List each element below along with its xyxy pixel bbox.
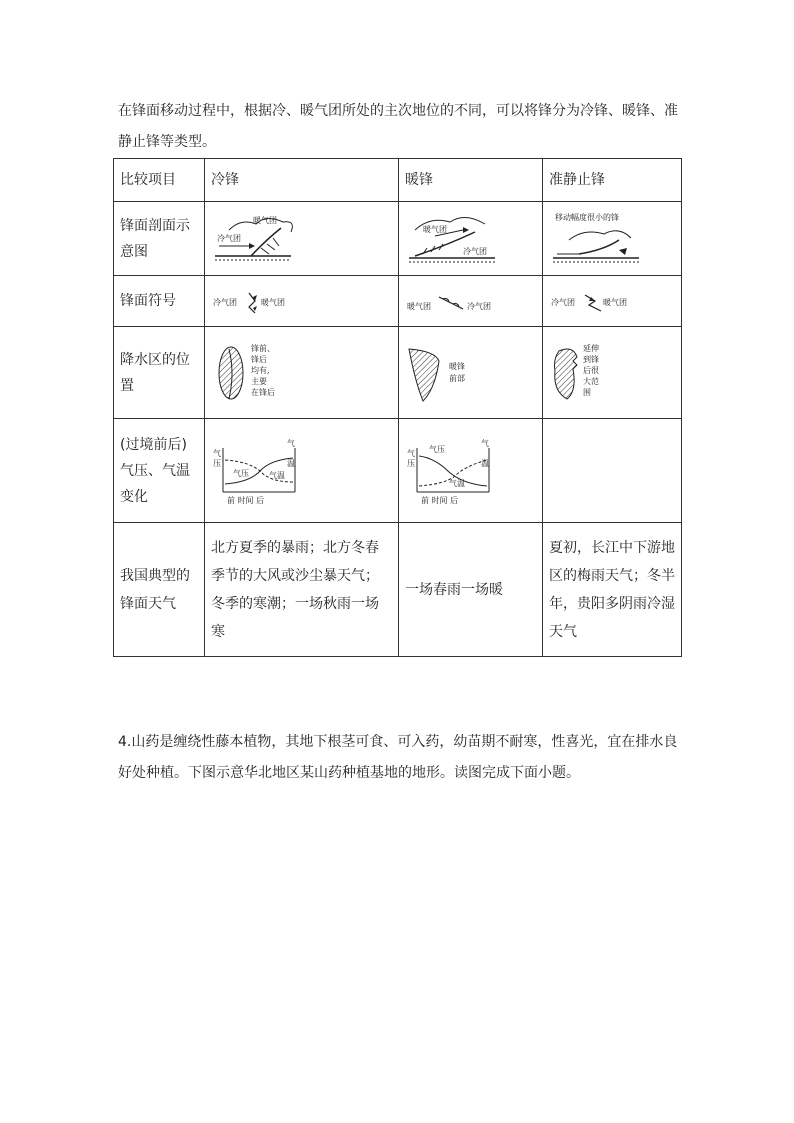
svg-text:气压: 气压	[429, 444, 445, 454]
svg-text:温: 温	[287, 458, 295, 468]
header-cell: 比较项目	[114, 159, 205, 202]
cold-front-profile-diagram	[211, 210, 311, 268]
svg-text:暖气团: 暖气团	[603, 298, 627, 307]
svg-text:移动幅度很小的锋: 移动幅度很小的锋	[555, 212, 619, 222]
svg-text:压: 压	[407, 458, 415, 468]
svg-text:气: 气	[287, 438, 295, 448]
stationary-front-symbol-cell	[543, 276, 682, 327]
warm-front-graph-cell	[399, 419, 543, 523]
svg-text:气: 气	[481, 438, 489, 448]
cold-front-weather-text: 北方夏季的暴雨；北方冬春季节的大风或沙尘暴天气；冬季的寒潮；一场秋雨一场寒	[205, 523, 399, 657]
svg-text:冷气团: 冷气团	[463, 246, 487, 256]
stationary-front-precip-diagram	[549, 341, 639, 405]
row-label: (过境前后)气压、气温变化	[114, 419, 205, 523]
svg-text:气温: 气温	[269, 470, 285, 480]
stationary-front-weather-text: 夏初，长江中下游地区的梅雨天气；冬半年，贵阳多阴雨冷湿天气	[543, 523, 682, 657]
svg-text:到锋: 到锋	[583, 354, 599, 364]
cold-front-precip-diagram	[211, 341, 301, 405]
svg-text:压: 压	[213, 458, 221, 468]
svg-text:大范: 大范	[583, 376, 599, 386]
table-row	[114, 419, 682, 523]
svg-text:气: 气	[213, 448, 221, 458]
svg-text:暖气团: 暖气团	[261, 298, 285, 307]
svg-text:前部: 前部	[449, 373, 465, 383]
svg-text:均有,: 均有,	[251, 365, 270, 375]
row-label: 锋面符号	[114, 276, 205, 327]
stationary-front-symbol	[549, 287, 659, 315]
warm-front-symbol	[405, 287, 515, 315]
warm-front-precip-cell	[399, 327, 543, 419]
svg-text:暖气团: 暖气团	[253, 215, 277, 225]
warm-front-precip-diagram	[405, 341, 495, 405]
svg-text:暖锋: 暖锋	[449, 361, 465, 371]
warm-front-profile-diagram	[405, 210, 505, 268]
svg-text:冷气团: 冷气团	[213, 298, 237, 307]
cold-front-profile-cell	[205, 202, 399, 276]
stationary-front-precip-cell	[543, 327, 682, 419]
svg-text:围: 围	[583, 387, 591, 397]
row-label: 我国典型的锋面天气	[114, 523, 205, 657]
svg-text:冷气团: 冷气团	[551, 298, 575, 307]
warm-front-profile-cell	[399, 202, 543, 276]
table-row	[114, 327, 682, 419]
warm-front-weather-text: 一场春雨一场暖	[399, 523, 543, 657]
header-cell: 暖锋	[399, 159, 543, 202]
svg-text:气: 气	[407, 448, 415, 458]
svg-text:气压: 气压	[233, 468, 249, 478]
stationary-front-profile-cell	[543, 202, 682, 276]
cold-front-graph-cell	[205, 419, 399, 523]
svg-text:冷气团: 冷气团	[467, 302, 491, 311]
cold-front-symbol	[211, 287, 321, 315]
table-row	[114, 202, 682, 276]
warm-front-symbol-cell	[399, 276, 543, 327]
svg-text:暖气团: 暖气团	[407, 302, 431, 311]
table-row	[114, 276, 682, 327]
table-header-row	[114, 159, 682, 202]
svg-text:在锋后: 在锋后	[251, 387, 275, 397]
svg-text:后很: 后很	[583, 365, 599, 375]
warm-front-pressure-temp-graph	[405, 436, 505, 506]
intro-paragraph: 在锋面移动过程中，根据冷、暖气团所处的主次地位的不同，可以将锋分为冷锋、暖锋、准静止锋等类型。	[118, 103, 678, 150]
stationary-front-profile-diagram	[549, 210, 649, 268]
cold-front-precip-cell	[205, 327, 399, 419]
row-label: 降水区的位置	[114, 327, 205, 419]
table-row	[114, 523, 682, 657]
front-comparison-table	[113, 158, 682, 657]
svg-text:锋后: 锋后	[251, 354, 267, 364]
svg-text:暖气团: 暖气团	[423, 224, 447, 234]
row-label: 锋面剖面示意图	[114, 202, 205, 276]
stationary-front-graph-cell	[543, 419, 682, 523]
svg-text:前 时间 后: 前 时间 后	[421, 495, 459, 505]
question-4-paragraph: 4.山药是缠绕性藤本植物，其地下根茎可食、可入药，幼苗期不耐寒，性喜光，宜在排水良好处种植。下图示意华北地区某山药种植基地的地形。读图完成下面小题。	[118, 734, 678, 781]
svg-text:气温: 气温	[449, 478, 465, 488]
svg-text:主要: 主要	[251, 376, 267, 386]
cold-front-symbol-cell	[205, 276, 399, 327]
svg-text:温: 温	[481, 458, 489, 468]
svg-text:延伸: 延伸	[583, 343, 599, 353]
svg-text:冷气团: 冷气团	[217, 233, 241, 243]
header-cell: 冷锋	[205, 159, 399, 202]
header-cell: 准静止锋	[543, 159, 682, 202]
svg-text:锋前、: 锋前、	[251, 343, 275, 353]
svg-text:前 时间 后: 前 时间 后	[227, 495, 265, 505]
cold-front-pressure-temp-graph	[211, 436, 311, 506]
